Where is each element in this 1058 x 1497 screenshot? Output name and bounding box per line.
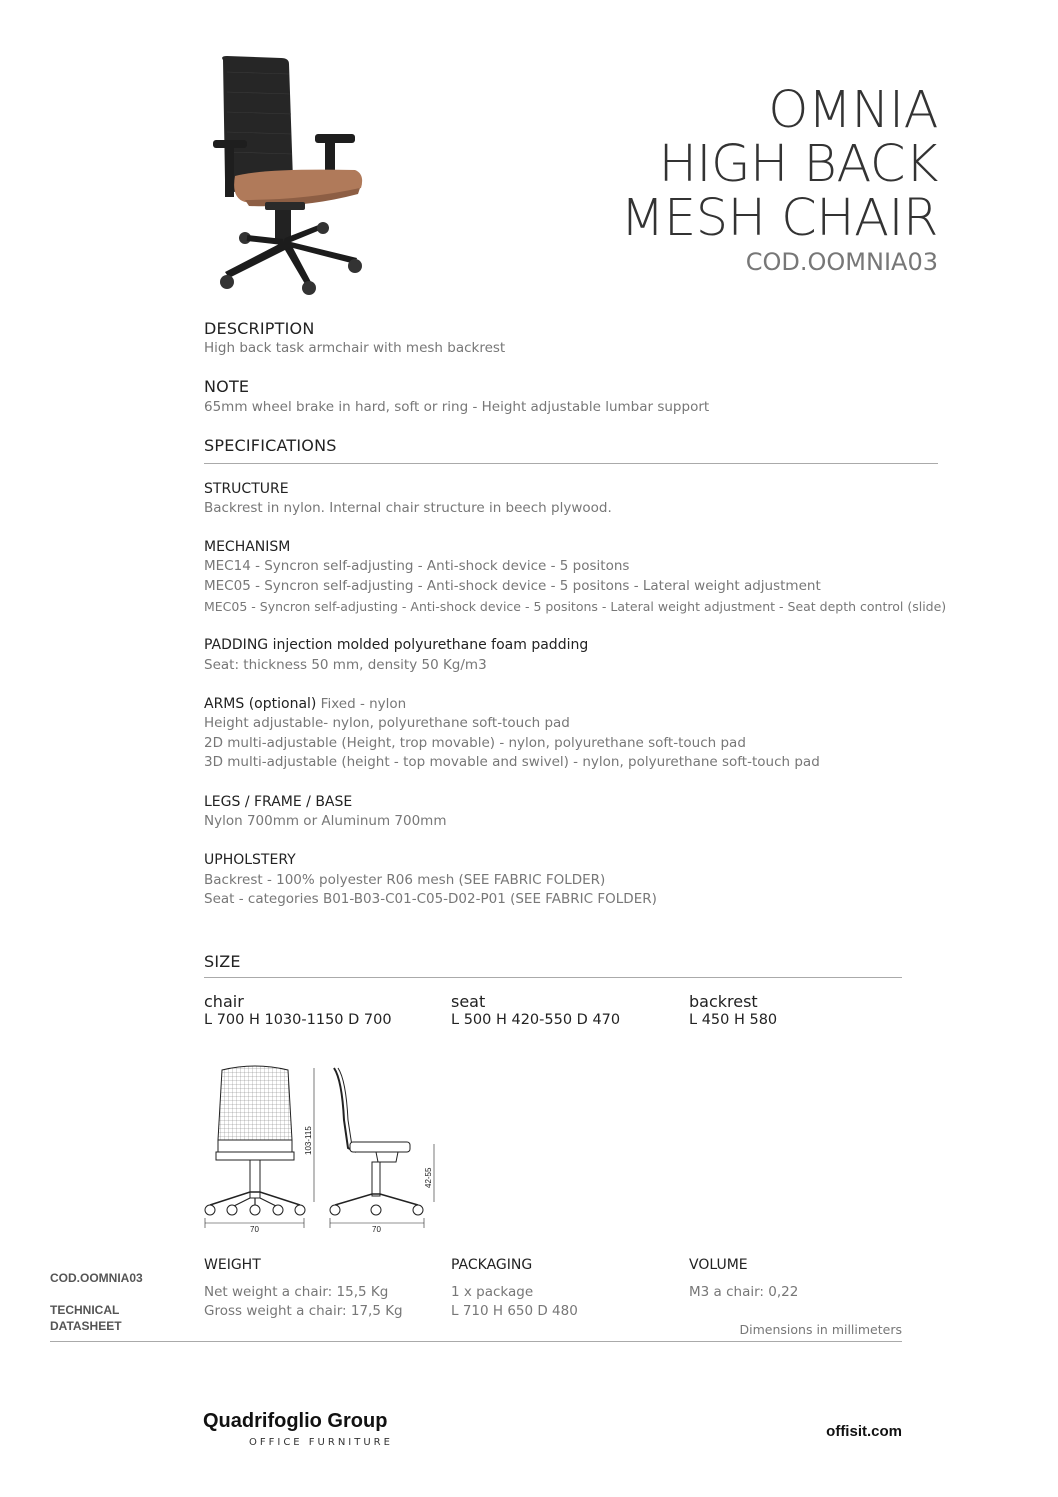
padding-text: Seat: thickness 50 mm, density 50 Kg/m3: [204, 657, 487, 673]
brand-tagline: OFFICE FURNITURE: [249, 1437, 393, 1448]
weight-line: Net weight a chair: 15,5 Kg: [204, 1284, 389, 1300]
product-title: [620, 81, 939, 248]
product-photo: [205, 52, 375, 302]
size-heading: SIZE: [204, 952, 241, 971]
size-value-chair: L 700 H 1030-1150 D 700: [204, 1012, 392, 1028]
volume-heading: VOLUME: [689, 1257, 748, 1273]
weight-line: Gross weight a chair: 17,5 Kg: [204, 1303, 403, 1319]
size-label-chair: chair: [204, 992, 244, 1011]
structure-heading: STRUCTURE: [204, 481, 289, 497]
specifications-heading: SPECIFICATIONS: [204, 436, 337, 455]
title-line-3: MESH CHAIR: [620, 189, 938, 248]
size-divider: [204, 977, 902, 978]
technical-drawing: [200, 1060, 440, 1235]
sidebar-code: COD.OOMNIA03: [50, 1271, 143, 1285]
side-width-label: 70: [372, 1225, 381, 1234]
arms-line: 3D multi-adjustable (height - top movable and swivel) - nylon, polyurethane soft-touch pad: [204, 754, 820, 770]
structure-text: Backrest in nylon. Internal chair structure in beech plywood.: [204, 500, 612, 516]
legs-heading: LEGS / FRAME / BASE: [204, 794, 353, 810]
height-label: 103-115: [304, 1126, 313, 1155]
note-text: 65mm wheel brake in hard, soft or ring - Height adjustable lumbar support: [204, 399, 710, 415]
title-line-2: HIGH BACK: [658, 135, 938, 194]
note-heading: NOTE: [204, 377, 250, 396]
arms-heading-row: [204, 695, 406, 715]
sidebar-label-1: TECHNICAL: [50, 1303, 120, 1317]
seat-height-label: 42-55: [424, 1167, 433, 1188]
sidebar-label-2: DATASHEET: [50, 1319, 122, 1333]
arms-heading: ARMS (optional): [204, 696, 317, 712]
arms-line: Height adjustable- nylon, polyurethane soft-touch pad: [204, 715, 570, 731]
product-code: COD.OOMNIA03: [745, 248, 938, 276]
arms-inline: Fixed - nylon: [316, 696, 407, 712]
title-line-1: OMNIA: [768, 81, 938, 140]
legs-text: Nylon 700mm or Aluminum 700mm: [204, 813, 447, 829]
mechanism-heading: MECHANISM: [204, 539, 291, 555]
dimensions-note: Dimensions in millimeters: [739, 1322, 902, 1337]
size-value-seat: L 500 H 420-550 D 470: [451, 1012, 621, 1028]
volume-text: M3 a chair: 0,22: [689, 1284, 799, 1300]
arms-line: 2D multi-adjustable (Height, trop movable) - nylon, polyurethane soft-touch pad: [204, 735, 746, 751]
brand-logo: Quadrifoglio Group: [203, 1410, 388, 1432]
website-link[interactable]: offisit.com: [826, 1423, 902, 1440]
footer-divider: [50, 1341, 902, 1342]
weight-heading: WEIGHT: [204, 1257, 261, 1273]
description-heading: DESCRIPTION: [204, 319, 315, 338]
upholstery-line: Backrest - 100% polyester R06 mesh (SEE FABRIC FOLDER): [204, 872, 606, 888]
mechanism-line: MEC05 - Syncron self-adjusting - Anti-shock device - 5 positons - Lateral weight adjustment - Seat depth control (slide): [204, 599, 947, 614]
packaging-heading: PACKAGING: [451, 1257, 533, 1273]
packaging-line: L 710 H 650 D 480: [451, 1303, 578, 1319]
mechanism-line: MEC14 - Syncron self-adjusting - Anti-shock device - 5 positons: [204, 558, 630, 574]
size-value-backrest: L 450 H 580: [689, 1012, 778, 1028]
specifications-divider: [204, 463, 938, 464]
description-text: High back task armchair with mesh backrest: [204, 340, 506, 356]
packaging-line: 1 x package: [451, 1284, 534, 1300]
front-width-label: 70: [250, 1225, 259, 1234]
size-label-backrest: backrest: [689, 992, 758, 1011]
size-label-seat: seat: [451, 992, 486, 1011]
mechanism-line: MEC05 - Syncron self-adjusting - Anti-shock device - 5 positons - Lateral weight adjustment: [204, 578, 821, 594]
upholstery-heading: UPHOLSTERY: [204, 852, 296, 868]
padding-heading: PADDING injection molded polyurethane foam padding: [204, 637, 589, 653]
upholstery-line: Seat - categories B01-B03-C01-C05-D02-P01 (SEE FABRIC FOLDER): [204, 891, 657, 907]
